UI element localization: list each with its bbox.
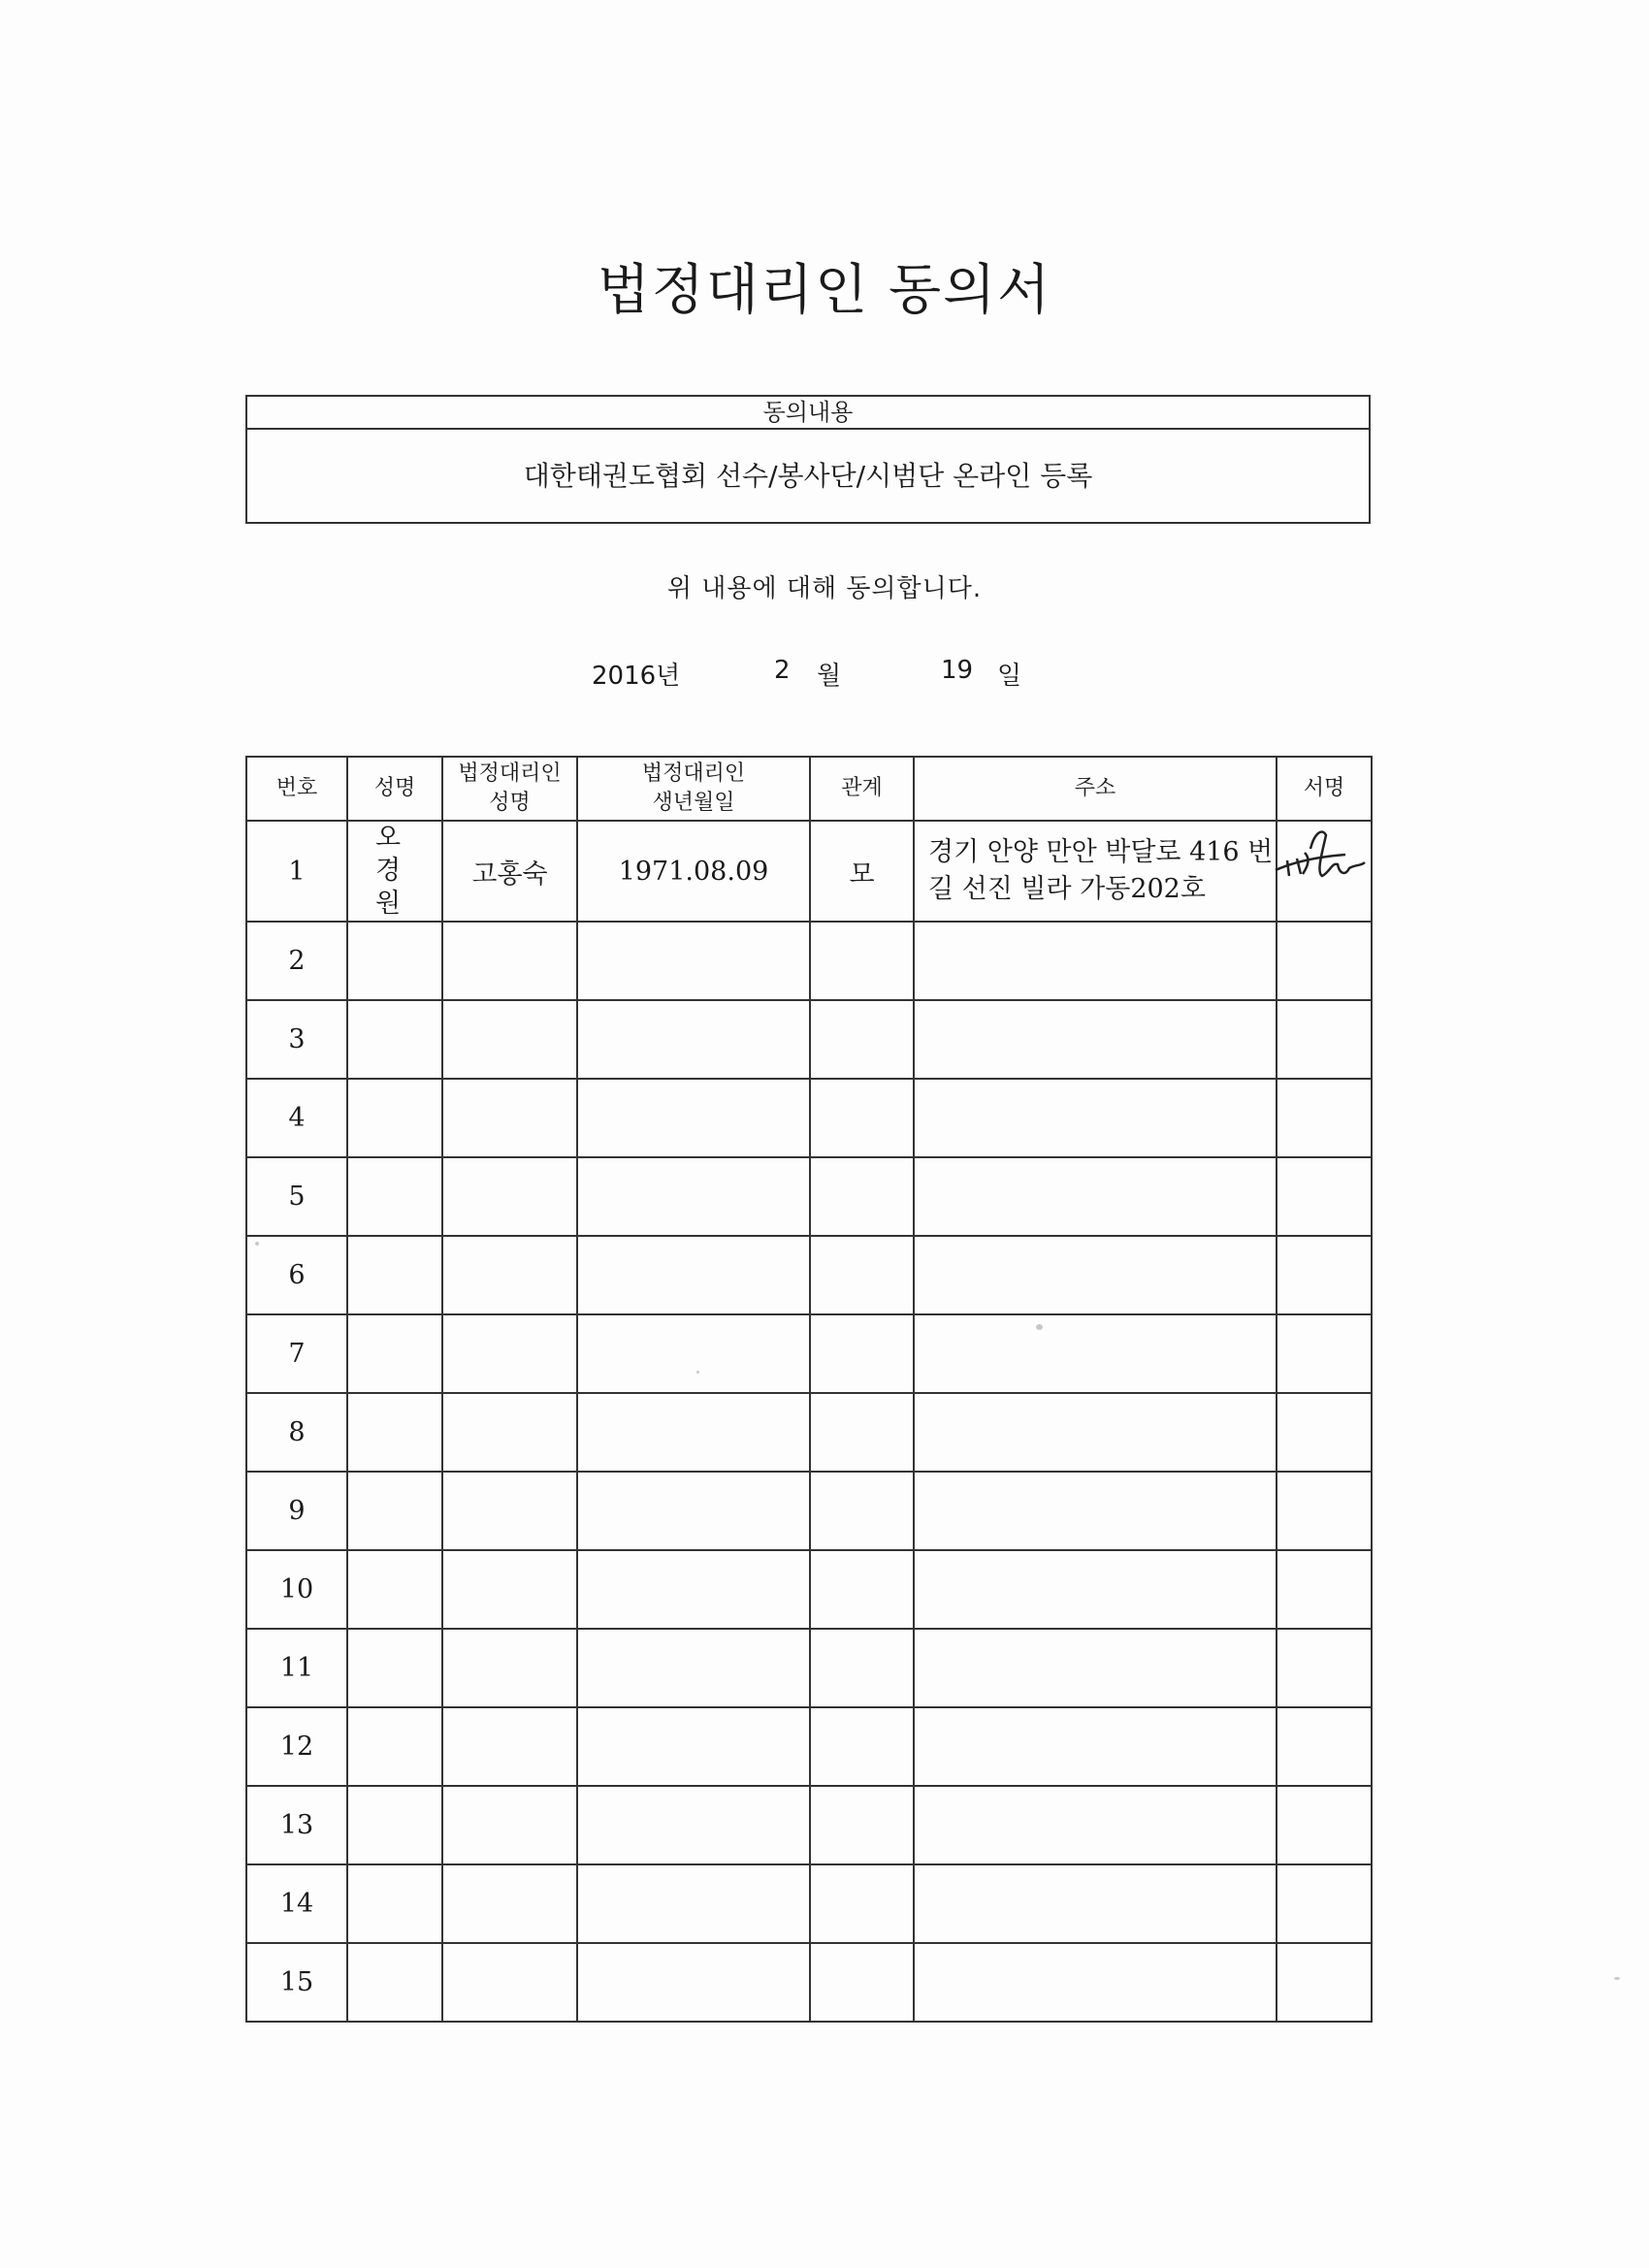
header-relation: 관계 [810, 757, 914, 821]
row-name [347, 1943, 442, 2022]
table-row [246, 1786, 1372, 1864]
row-signature [1277, 821, 1372, 922]
header-guardian-name-line2: 성명 [489, 791, 531, 815]
row-name: 오 경 원 [347, 821, 442, 922]
row-relation [810, 1079, 914, 1157]
consent-content: 대한태권도협회 선수/봉사단/시범단 온라인 등록 [523, 460, 1093, 492]
row-guardian-name [442, 1236, 577, 1314]
header-guardian-birth-line1: 법정대리인 [641, 761, 746, 786]
row-relation [810, 1314, 914, 1393]
table-row [246, 1314, 1372, 1393]
row-guardian-name [442, 1393, 577, 1472]
row-guardian-birth [577, 1079, 810, 1157]
table-body [246, 821, 1372, 2022]
row-no: 6 [246, 1236, 347, 1314]
row-guardian-birth [577, 1314, 810, 1393]
scan-speck [1036, 1324, 1043, 1330]
consent-box [245, 395, 1371, 524]
date-day: 19 [941, 656, 974, 685]
guardian-table [245, 756, 1373, 2023]
row-relation [810, 1707, 914, 1786]
row-address: 경기 안양 만안 박달로 416 번길 선진 빌라 가동202호 [914, 821, 1277, 922]
row-guardian-name [442, 1079, 577, 1157]
table-row [246, 1000, 1372, 1079]
row-no: 15 [246, 1943, 347, 2022]
table-row [246, 1707, 1372, 1786]
row-guardian-name [442, 1472, 577, 1550]
row-signature [1277, 1393, 1372, 1472]
row-signature [1277, 1079, 1372, 1157]
row-guardian-birth [577, 1472, 810, 1550]
row-guardian-birth [577, 1943, 810, 2022]
row-address [914, 1236, 1277, 1314]
table-row [246, 1629, 1372, 1707]
row-no: 9 [246, 1472, 347, 1550]
row-name [347, 1314, 442, 1393]
table-row [246, 1864, 1372, 1943]
row-relation [810, 1393, 914, 1472]
date-month-unit: 월 [817, 662, 842, 691]
table-row [246, 1157, 1372, 1236]
row-guardian-birth [577, 1550, 810, 1629]
scan-speck [255, 1242, 259, 1246]
row-relation [810, 1864, 914, 1943]
row-guardian-birth [577, 1000, 810, 1079]
header-no: 번호 [246, 757, 347, 821]
row-address [914, 1079, 1277, 1157]
row-signature [1277, 1943, 1372, 2022]
row-no: 2 [246, 922, 347, 1000]
row-relation: 모 [810, 821, 914, 922]
row-no: 10 [246, 1550, 347, 1629]
row-name [347, 1786, 442, 1864]
row-address [914, 1393, 1277, 1472]
row-guardian-birth [577, 1157, 810, 1236]
row-signature [1277, 922, 1372, 1000]
row-guardian-birth [577, 1707, 810, 1786]
row-guardian-name [442, 1629, 577, 1707]
table-row [246, 1550, 1372, 1629]
row-name [347, 1629, 442, 1707]
date-month: 2 [774, 656, 791, 685]
row-signature [1277, 1236, 1372, 1314]
row-guardian-name [442, 922, 577, 1000]
row-signature [1277, 1314, 1372, 1393]
row-signature [1277, 1472, 1372, 1550]
row-signature [1277, 1550, 1372, 1629]
row-no: 1 [246, 821, 347, 922]
row-name [347, 1393, 442, 1472]
row-guardian-name [442, 1786, 577, 1864]
header-signature: 서명 [1277, 757, 1372, 821]
row-address [914, 1314, 1277, 1393]
date-day-unit: 일 [997, 662, 1022, 691]
row-name [347, 1079, 442, 1157]
row-no: 11 [246, 1629, 347, 1707]
header-guardian-name-line1: 법정대리인 [458, 761, 562, 786]
row-address [914, 1000, 1277, 1079]
row-name [347, 1707, 442, 1786]
row-guardian-birth [577, 922, 810, 1000]
row-name [347, 922, 442, 1000]
row-guardian-birth [577, 1786, 810, 1864]
table-header-row [246, 757, 1372, 821]
row-guardian-name [442, 1157, 577, 1236]
row-guardian-name [442, 1707, 577, 1786]
row-relation [810, 1157, 914, 1236]
row-address [914, 1550, 1277, 1629]
table-row [246, 922, 1372, 1000]
row-address [914, 1707, 1277, 1786]
table-row [246, 1472, 1372, 1550]
consent-header: 동의내용 [247, 397, 1369, 430]
handwritten-signature-icon [1268, 814, 1374, 901]
row-name [347, 1864, 442, 1943]
row-signature [1277, 1157, 1372, 1236]
header-address: 주소 [914, 757, 1277, 821]
row-name [347, 1550, 442, 1629]
agreement-statement: 위 내용에 대해 동의합니다. [666, 574, 983, 603]
row-guardian-name [442, 1943, 577, 2022]
scan-speck [1614, 1977, 1620, 1980]
row-guardian-birth: 1971.08.09 [577, 821, 810, 922]
row-signature [1277, 1864, 1372, 1943]
header-guardian-birth [577, 757, 810, 821]
row-no: 12 [246, 1707, 347, 1786]
row-signature [1277, 1786, 1372, 1864]
row-guardian-birth [577, 1629, 810, 1707]
row-name [347, 1000, 442, 1079]
row-name [347, 1157, 442, 1236]
row-relation [810, 1236, 914, 1314]
row-no: 4 [246, 1079, 347, 1157]
scan-speck [696, 1371, 699, 1374]
date-year: 2016년 [592, 662, 681, 691]
row-no: 13 [246, 1786, 347, 1864]
row-address [914, 1864, 1277, 1943]
row-address [914, 1157, 1277, 1236]
row-relation [810, 1943, 914, 2022]
table-row [246, 1393, 1372, 1472]
row-relation [810, 1000, 914, 1079]
row-guardian-name [442, 1314, 577, 1393]
table-row [246, 1079, 1372, 1157]
row-signature [1277, 1629, 1372, 1707]
header-guardian-name [442, 757, 577, 821]
row-no: 3 [246, 1000, 347, 1079]
row-address [914, 1629, 1277, 1707]
page-title: 법정대리인 동의서 [597, 259, 1052, 322]
row-signature [1277, 1000, 1372, 1079]
row-guardian-name [442, 1864, 577, 1943]
row-address [914, 922, 1277, 1000]
row-no: 5 [246, 1157, 347, 1236]
row-address [914, 1786, 1277, 1864]
row-name [347, 1236, 442, 1314]
row-guardian-birth [577, 1236, 810, 1314]
row-guardian-name [442, 1000, 577, 1079]
row-guardian-name: 고홍숙 [442, 821, 577, 922]
row-no: 14 [246, 1864, 347, 1943]
row-guardian-birth [577, 1393, 810, 1472]
row-relation [810, 1550, 914, 1629]
row-address [914, 1472, 1277, 1550]
row-no: 7 [246, 1314, 347, 1393]
table-row [246, 1236, 1372, 1314]
row-guardian-birth [577, 1864, 810, 1943]
header-name: 성명 [347, 757, 442, 821]
row-name [347, 1472, 442, 1550]
row-signature [1277, 1707, 1372, 1786]
row-relation [810, 1786, 914, 1864]
row-address [914, 1943, 1277, 2022]
table-row [246, 821, 1372, 922]
header-guardian-birth-line2: 생년월일 [652, 791, 735, 815]
row-guardian-name [442, 1550, 577, 1629]
row-no: 8 [246, 1393, 347, 1472]
row-relation [810, 1472, 914, 1550]
row-relation [810, 922, 914, 1000]
table-row [246, 1943, 1372, 2022]
row-relation [810, 1629, 914, 1707]
